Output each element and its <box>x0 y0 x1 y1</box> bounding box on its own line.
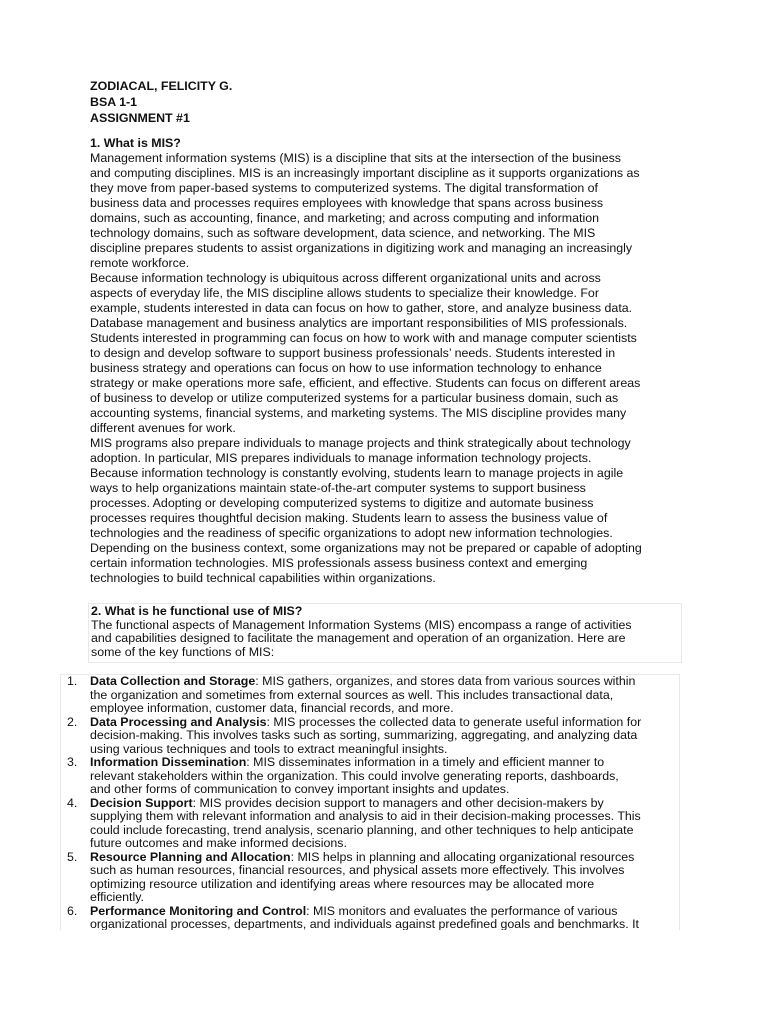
question-1-title: 1. What is MIS? <box>90 136 181 150</box>
paragraph-line: Depending on the business context, some organizations may not be prepared or capable of adopting <box>90 541 642 555</box>
function-title: Performance Monitoring and Control <box>90 903 307 918</box>
paragraph-line: Because information technology is constantly evolving, students learn to manage projects in agile <box>90 466 624 480</box>
paragraph-line: Because information technology is ubiquitous across different organizational units and across <box>90 271 601 285</box>
function-description: : MIS monitors and evaluates the performance of various <box>306 903 618 918</box>
function-title: Data Collection and Storage <box>90 674 256 688</box>
assignment-title: ASSIGNMENT #1 <box>90 111 190 125</box>
student-name: ZODIACAL, FELICITY G. <box>90 79 233 93</box>
question-2-section <box>88 603 682 663</box>
function-list-item <box>61 797 679 851</box>
paragraph-line: different avenues for work. <box>90 421 236 435</box>
list-item-line: decision-making. This involves tasks such as sorting, summarizing, aggregating, and analyzing data <box>90 728 638 742</box>
paragraph-line: and capabilities designed to facilitate the management and operation of an organization. Here are <box>91 631 626 645</box>
function-list-item <box>61 716 679 757</box>
paragraph-line: to design and develop software to support business professionals’ needs. Students interested in <box>90 346 616 360</box>
paragraph-line: technologies and the readiness of specific organizations to adopt new information technologies. <box>90 526 613 540</box>
function-title: Resource Planning and Allocation <box>90 849 291 864</box>
question-2-body <box>91 619 681 660</box>
paragraph-line: Students interested in programming can focus on how to work with and manage computer scientists <box>90 331 637 345</box>
function-list-item <box>61 851 679 905</box>
list-item-line: efficiently. <box>90 890 144 904</box>
list-number: 4. <box>67 795 78 810</box>
list-item-line: relevant stakeholders within the organization. This could involve generating reports, dashboards, <box>90 768 619 783</box>
list-item-line <box>90 756 679 770</box>
list-item-line <box>90 905 679 919</box>
function-list-item <box>61 675 679 716</box>
function-description: : MIS gathers, organizes, and stores data from various sources within <box>255 674 636 688</box>
list-number: 2. <box>67 714 78 729</box>
function-list-item <box>61 905 679 931</box>
paragraph-line: MIS programs also prepare individuals to manage projects and think strategically about technology <box>90 436 631 450</box>
paragraph-line: technologies to build technical capabilities within organizations. <box>90 571 436 585</box>
paragraph-line: The functional aspects of Management Information Systems (MIS) encompass a range of activities <box>91 617 632 632</box>
list-number: 3. <box>67 755 78 769</box>
paragraph-line: example, students interested in data can focus on how to gather, store, and analyze business data. <box>90 301 633 315</box>
paragraph-line: business strategy and operations can focus on how to use information technology to enhance <box>90 361 602 375</box>
paragraph-line: remote workforce. <box>90 256 190 270</box>
paragraph-line: discipline prepares students to assist organizations in digitizing work and managing an increasingly <box>90 241 633 255</box>
paragraph-line: processes requires thoughtful decision making. Students learn to assess the business value of <box>90 511 608 525</box>
paragraph-line: adoption. In particular, MIS prepares individuals to manage information technology projects. <box>90 451 592 465</box>
list-item-line: the organization and sometimes from external sources as well. This includes transactional data, <box>90 687 614 702</box>
list-item-line: future outcomes and make informed decisions. <box>90 836 347 850</box>
paragraph-line: aspects of everyday life, the MIS discipline allows students to specialize their knowledge. For <box>90 286 599 300</box>
function-title: Decision Support <box>90 795 193 810</box>
student-section: BSA 1-1 <box>90 95 138 109</box>
list-item-line: using various techniques and tools to extract meaningful insights. <box>90 741 448 756</box>
list-item-line <box>90 851 679 865</box>
list-item-line: supplying them with relevant information and analysis to aid in their decision-making processes. This <box>90 809 641 823</box>
question-1-section <box>90 136 685 586</box>
list-item-line <box>90 716 679 730</box>
paragraph-line: technology domains, such as software development, data science, and networking. The MIS <box>90 226 596 240</box>
paragraph-line: of business to develop or utilize computerized systems for a particular business domain, such as <box>90 391 619 405</box>
paragraph-line: business data and processes requires employees with knowledge that spans across business <box>90 196 604 210</box>
paragraph-line: they move from paper-based systems to computerized systems. The digital transformation of <box>90 181 599 195</box>
list-item-line: employee information, customer data, financial records, and more. <box>90 701 454 715</box>
list-item-line: and other forms of communication to convey important insights and updates. <box>90 782 510 796</box>
function-description: : MIS helps in planning and allocating organizational resources <box>290 849 635 864</box>
list-number: 6. <box>67 903 78 918</box>
function-title: Information Dissemination <box>90 755 247 769</box>
function-list-item <box>61 756 679 797</box>
paragraph-line: processes. Adopting or developing computerized systems to digitize and automate business <box>90 496 594 510</box>
question-2-title: 2. What is he functional use of MIS? <box>91 604 303 618</box>
paragraph-line: Database management and business analytics are important responsibilities of MIS professionals. <box>90 316 628 330</box>
function-description: : MIS processes the collected data to generate useful information for <box>266 714 642 729</box>
function-description: : MIS provides decision support to managers and other decision-makers by <box>192 795 604 810</box>
list-number: 5. <box>67 849 78 864</box>
paragraph-line: certain information technologies. MIS professionals assess business context and emerging <box>90 556 588 570</box>
function-description: : MIS disseminates information in a timely and efficient manner to <box>246 755 605 769</box>
question-1-body <box>90 151 685 586</box>
paragraph-line: domains, such as accounting, finance, and marketing; and across computing and information <box>90 211 599 225</box>
paragraph-line: ways to help organizations maintain state-of-the-art computer systems to support business <box>90 481 586 495</box>
document-header <box>90 78 232 126</box>
list-item-line <box>90 675 679 689</box>
list-item-line: could include forecasting, trend analysis, scenario planning, and other techniques to help anticipate <box>90 822 634 837</box>
list-item-line: such as human resources, financial resources, and physical assets more effectively. This involves <box>90 863 625 877</box>
paragraph-line: Management information systems (MIS) is a discipline that sits at the intersection of the business <box>90 151 621 165</box>
list-item-line: organizational processes, departments, and individuals against predefined goals and benchmarks. It <box>90 917 639 930</box>
function-title: Data Processing and Analysis <box>90 714 267 729</box>
paragraph-line: strategy or make operations more safe, efficient, and effective. Students can focus on different areas <box>90 376 641 390</box>
list-number: 1. <box>67 674 78 688</box>
paragraph-line: accounting systems, financial systems, and marketing systems. The MIS discipline provides many <box>90 406 627 420</box>
list-item-line <box>90 797 679 811</box>
functions-list <box>60 674 680 930</box>
paragraph-line: some of the key functions of MIS: <box>91 644 275 659</box>
paragraph-line: and computing disciplines. MIS is an increasingly important discipline as it supports organizations as <box>90 166 640 180</box>
list-item-line: optimizing resource utilization and identifying areas where resources may be allocated more <box>90 876 595 891</box>
